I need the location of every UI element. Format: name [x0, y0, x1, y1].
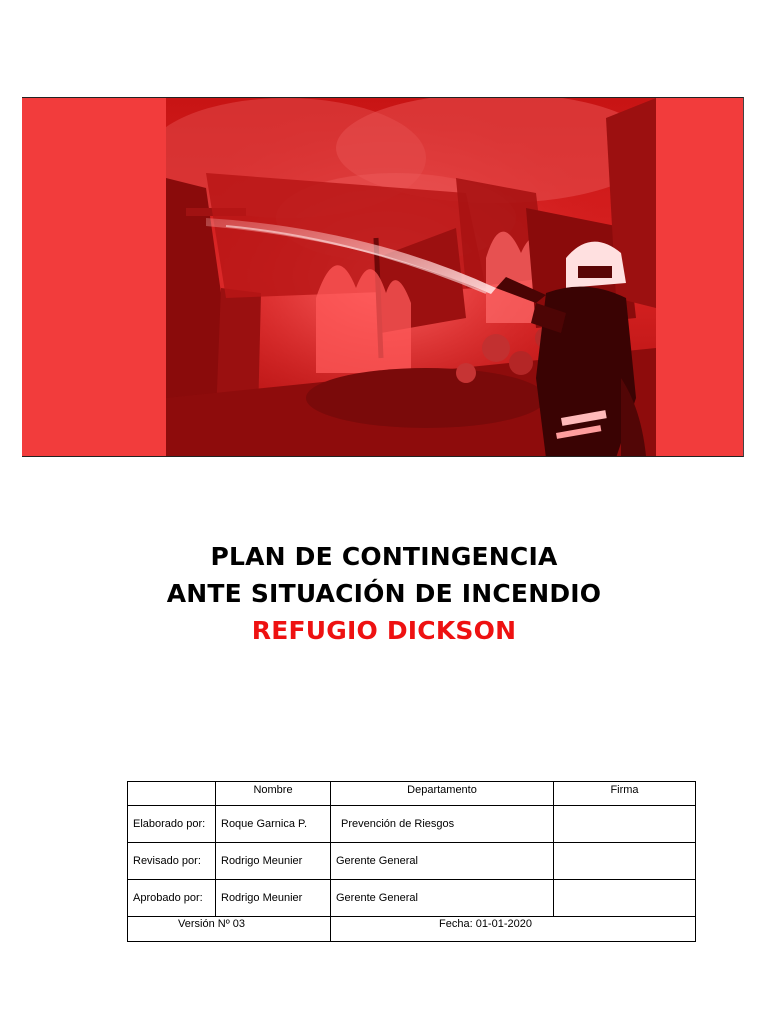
title-line-2: ANTE SITUACIÓN DE INCENDIO: [166, 579, 602, 608]
header-cell-empty: [128, 782, 216, 806]
row-label: Elaborado por:: [128, 806, 216, 843]
version-cell: Versión Nº 03: [128, 917, 331, 942]
table-row: [128, 880, 696, 917]
row-nombre: Rodrigo Meunier: [216, 843, 331, 880]
approval-table: [127, 781, 696, 942]
row-firma: [554, 880, 696, 917]
header-cell-nombre: Nombre: [216, 782, 331, 806]
document-title: [0, 538, 768, 649]
table-header-row: [128, 782, 696, 806]
header-cell-firma: Firma: [554, 782, 696, 806]
table-footer-row: [128, 917, 696, 942]
firefighter-photo: [166, 98, 656, 456]
row-firma: [554, 806, 696, 843]
fecha-cell: Fecha: 01-01-2020: [331, 917, 696, 942]
row-nombre: Rodrigo Meunier: [216, 880, 331, 917]
row-label: Revisado por:: [128, 843, 216, 880]
table-row: [128, 843, 696, 880]
row-label: Aprobado por:: [128, 880, 216, 917]
cover-banner: [22, 97, 744, 457]
table-row: [128, 806, 696, 843]
title-line-1: PLAN DE CONTINGENCIA: [210, 542, 558, 571]
row-departamento: Gerente General: [331, 843, 554, 880]
row-departamento: Gerente General: [331, 880, 554, 917]
title-line-3: REFUGIO DICKSON: [251, 616, 517, 645]
row-departamento: Prevención de Riesgos: [331, 806, 554, 843]
header-cell-departamento: Departamento: [331, 782, 554, 806]
row-nombre: Roque Garnica P.: [216, 806, 331, 843]
row-firma: [554, 843, 696, 880]
